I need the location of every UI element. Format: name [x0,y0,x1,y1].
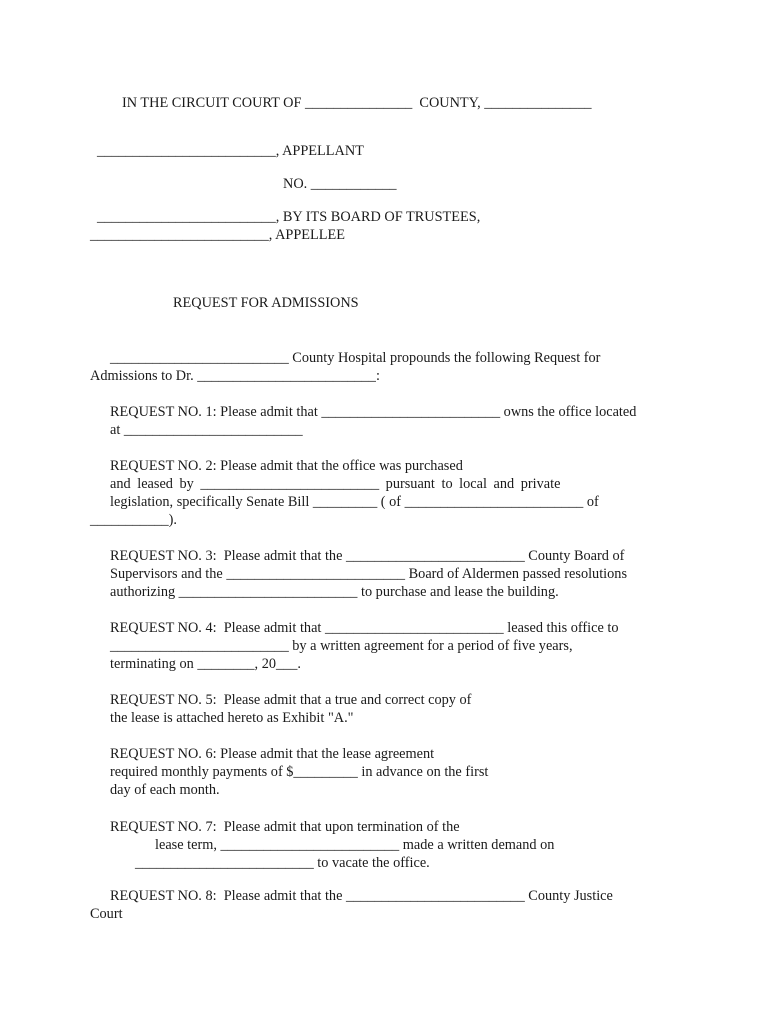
request-line: REQUEST NO. 6: Please admit that the lease agreement [110,746,435,762]
request-line: REQUEST NO. 2: Please admit that the office was purchased [110,458,463,474]
intro-line: Admissions to Dr. _________________________: [90,368,380,384]
request-line: _________________________ to vacate the office. [135,855,430,871]
request-line: at _________________________ [110,422,303,438]
request-line: Supervisors and the _________________________ Board of Aldermen passed resolutions [110,566,628,582]
request-line: REQUEST NO. 8: Please admit that the _________________________ County Justice [110,888,613,904]
request-line: ___________). [90,512,177,528]
request-line: required monthly payments of $_________ in advance on the first [110,764,489,780]
request-line: lease term, _________________________ made a written demand on [155,837,555,853]
request-line: _________________________ by a written agreement for a period of five years, [110,638,573,654]
appellant-line: _________________________, APPELLANT [97,143,364,159]
request-line: Court [90,906,123,922]
request-line: day of each month. [110,782,220,798]
request-line: REQUEST NO. 7: Please admit that upon termination of the [110,819,460,835]
request-line: REQUEST NO. 5: Please admit that a true and correct copy of [110,692,472,708]
document-title: REQUEST FOR ADMISSIONS [173,295,359,311]
request-line: terminating on ________, 20___. [110,656,302,672]
intro-line: _________________________ County Hospital propounds the following Request for [110,350,601,366]
request-line: and leased by _________________________ pursuant to local and private [110,476,561,492]
request-line: legislation, specifically Senate Bill _________ ( of _________________________ of [110,494,599,510]
request-line: authorizing _________________________ to purchase and lease the building. [110,584,559,600]
request-line: REQUEST NO. 1: Please admit that _________________________ owns the office located [110,404,637,420]
trustees-line: _________________________, BY ITS BOARD OF TRUSTEES, [97,209,481,225]
request-line: REQUEST NO. 4: Please admit that _________________________ leased this office to [110,620,619,636]
request-line: REQUEST NO. 3: Please admit that the _________________________ County Board of [110,548,625,564]
case-number: NO. ____________ [283,176,397,192]
request-line: the lease is attached hereto as Exhibit "A." [110,710,354,726]
appellee-line: _________________________, APPELLEE [90,227,345,243]
court-caption: IN THE CIRCUIT COURT OF _______________ COUNTY, _______________ [122,95,592,111]
